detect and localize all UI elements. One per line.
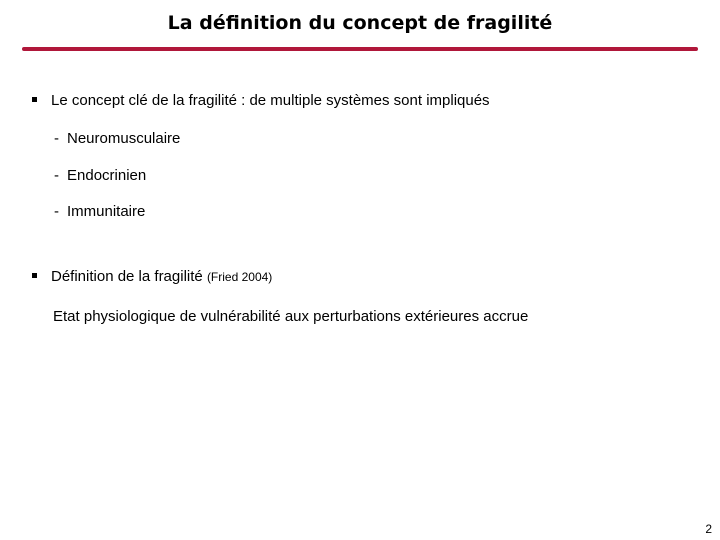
- list-item-neuromusculaire: [54, 130, 180, 147]
- list-item-label: Endocrinien: [67, 167, 147, 184]
- bullet-concept: [32, 92, 490, 109]
- title-divider: [22, 47, 698, 51]
- page-title: La définition du concept de fragilité: [167, 12, 553, 34]
- page-number: 2: [705, 522, 712, 536]
- list-item-label: Immunitaire: [67, 203, 146, 220]
- square-bullet-icon: [32, 273, 37, 278]
- bullet-definition-text: Définition de la fragilité: [51, 268, 203, 285]
- dash-marker: -: [54, 130, 59, 147]
- bullet-concept-text: Le concept clé de la fragilité : de multiple systèmes sont impliqués: [51, 92, 490, 109]
- dash-marker: -: [54, 203, 59, 220]
- citation: (Fried 2004): [206, 270, 273, 284]
- list-item-label: Neuromusculaire: [67, 130, 181, 147]
- dash-marker: -: [54, 167, 59, 184]
- list-item-immunitaire: [54, 203, 145, 220]
- definition-text: Etat physiologique de vulnérabilité aux perturbations extérieures accrue: [53, 308, 529, 325]
- list-item-endocrinien: [54, 167, 146, 184]
- bullet-definition: [32, 268, 272, 285]
- square-bullet-icon: [32, 97, 37, 102]
